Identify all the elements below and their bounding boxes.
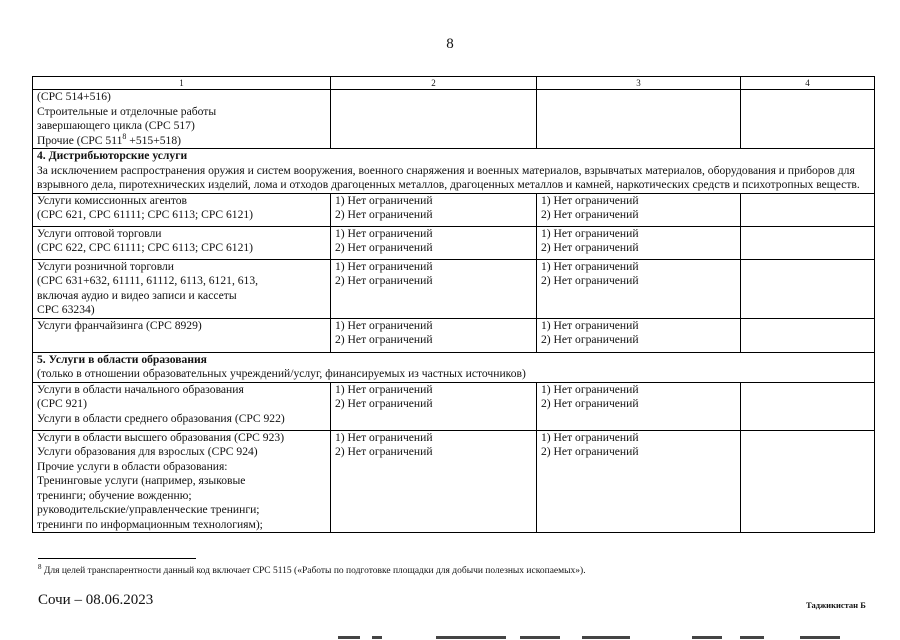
cell-line: (CPC 631+632, 61111, 61112, 6113, 6121, 613, (37, 274, 259, 287)
cell-line: 1) Нет ограничений (335, 259, 433, 273)
cell-line: Услуги образования для взрослых (CPC 924) (37, 445, 258, 458)
service-row (33, 226, 875, 259)
section-note: За исключением распространения оружия и систем вооружения, военного снаряжения и военных материалов, взрывчатых материалов, оборудования и приборов для взрывного дела, пиротехнических изделий, лома и отходов драгоценных металлов, драгоценных металлов и камней, наркотических средств и психотропных веществ. (37, 163, 860, 191)
market-access-cell (331, 90, 537, 149)
footer-date: Сочи – 08.06.2023 (38, 592, 154, 608)
cell-line (37, 131, 326, 149)
cell-line: Прочие услуги в области образования: (37, 459, 228, 473)
column-header: 3 (537, 77, 741, 90)
cell-line: 2) Нет ограничений (335, 241, 433, 254)
sector-cell (33, 259, 331, 318)
section-title: 5. Услуги в области образования (37, 352, 207, 366)
cell-line: 1) Нет ограничений (541, 193, 639, 207)
cell-line: Услуги в области начального образования (37, 382, 244, 396)
cell-line: CPC 63234) (37, 303, 95, 316)
cell-line: 1) Нет ограничений (541, 259, 639, 273)
footnote (38, 562, 586, 576)
sector-cell (33, 90, 331, 149)
cell-line: 2) Нет ограничений (541, 333, 639, 346)
cell-line: 1) Нет ограничений (335, 318, 433, 332)
cell-line: 2) Нет ограничений (541, 445, 639, 458)
national-treatment-cell (537, 90, 741, 149)
cell-line: 2) Нет ограничений (335, 333, 433, 346)
cell-line: 2) Нет ограничений (335, 208, 433, 221)
cell-line: Услуги в области среднего образования (CPC 922) (37, 411, 285, 425)
cell-line: Услуги франчайзинга (CPC 8929) (37, 318, 202, 332)
cell-line: включая аудио и видео записи и кассеты (37, 288, 237, 302)
market-access-cell (331, 193, 537, 226)
footnote-text: Для целей транспарентности данный код включает CPC 5115 («Работы по подготовке площадки для добычи полезных ископаемых»). (43, 566, 586, 576)
market-access-cell (331, 226, 537, 259)
section-note: (только в отношении образовательных учреждений/услуг, финансируемых из частных источников) (37, 367, 526, 380)
cell-text: +515+518) (126, 133, 182, 147)
cell-line: 2) Нет ограничений (541, 274, 639, 287)
sector-cell (33, 318, 331, 352)
commitments-table (32, 76, 875, 533)
column-header: 1 (33, 77, 331, 90)
sector-cell (33, 430, 331, 533)
cell-line: тренинги по информационным технологиям); (37, 517, 263, 531)
cell-line: 1) Нет ограничений (541, 318, 639, 332)
cell-line: 2) Нет ограничений (335, 397, 433, 410)
cell-line: 1) Нет ограничений (335, 382, 433, 396)
cell-line: (CPC 514+516) (37, 90, 111, 103)
footnote-divider (38, 558, 196, 559)
footnote-ref: 8 (122, 131, 127, 141)
cell-line: (CPC 921) (37, 397, 87, 410)
service-row (33, 318, 875, 352)
cell-text: Прочие (CPC 511 (37, 133, 123, 147)
section-cell (33, 352, 875, 382)
market-access-cell (331, 259, 537, 318)
service-row (33, 259, 875, 318)
market-access-cell (331, 430, 537, 533)
cell-line: 2) Нет ограничений (541, 208, 639, 221)
cell-line: 1) Нет ограничений (541, 382, 639, 396)
column-header: 2 (331, 77, 537, 90)
column-header-row (33, 77, 875, 90)
market-access-cell (331, 318, 537, 352)
service-row (33, 382, 875, 430)
cell-line: завершающего цикла (CPC 517) (37, 119, 195, 132)
section-title: 4. Дистрибьюторские услуги (37, 149, 188, 162)
sector-cell (33, 382, 331, 430)
additional-commitments-cell (741, 318, 875, 352)
cell-line: 2) Нет ограничений (335, 445, 433, 458)
sector-cell (33, 226, 331, 259)
cell-line: Тренинговые услуги (например, языковые (37, 474, 246, 487)
national-treatment-cell (537, 193, 741, 226)
additional-commitments-cell (741, 226, 875, 259)
cell-line: 1) Нет ограничений (541, 226, 639, 240)
footer-country: Таджикистан Б (806, 600, 866, 610)
cell-line: 1) Нет ограничений (335, 193, 433, 207)
national-treatment-cell (537, 259, 741, 318)
national-treatment-cell (537, 318, 741, 352)
cell-line: 1) Нет ограничений (541, 430, 639, 444)
market-access-cell (331, 382, 537, 430)
cell-line: руководительские/управленческие тренинги; (37, 503, 260, 516)
service-row (33, 430, 875, 533)
cell-line: Услуги в области высшего образования (CPC 923) (37, 430, 285, 444)
cell-line: 1) Нет ограничений (335, 430, 433, 444)
cell-line: (CPC 621, CPC 61111; CPC 6113; CPC 6121) (37, 208, 254, 221)
cell-line: 2) Нет ограничений (541, 397, 639, 410)
national-treatment-cell (537, 382, 741, 430)
national-treatment-cell (537, 226, 741, 259)
additional-commitments-cell (741, 382, 875, 430)
cell-line: 2) Нет ограничений (335, 274, 433, 287)
service-row (33, 193, 875, 226)
column-header: 4 (741, 77, 875, 90)
cell-line: Услуги комиссионных агентов (37, 193, 188, 207)
scan-edge-marks (0, 628, 900, 640)
additional-commitments-cell (741, 430, 875, 533)
national-treatment-cell (537, 430, 741, 533)
additional-commitments-cell (741, 193, 875, 226)
page-number: 8 (446, 36, 454, 52)
section-cell (33, 149, 875, 194)
cell-line: Услуги розничной торговли (37, 259, 175, 273)
cell-line: Услуги оптовой торговли (37, 226, 162, 240)
footnote-mark: 8 (38, 562, 42, 571)
cell-line: 2) Нет ограничений (541, 241, 639, 254)
continuation-row (33, 90, 875, 149)
additional-commitments-cell (741, 90, 875, 149)
section-header-row (33, 149, 875, 194)
sector-cell (33, 193, 331, 226)
section-header-row (33, 352, 875, 382)
cell-line: 1) Нет ограничений (335, 226, 433, 240)
cell-line: (CPC 622, CPC 61111; CPC 6113; CPC 6121) (37, 241, 254, 254)
additional-commitments-cell (741, 259, 875, 318)
cell-line: тренинги; обучение вожденню; (37, 488, 192, 502)
cell-line: Строительные и отделочные работы (37, 104, 217, 118)
